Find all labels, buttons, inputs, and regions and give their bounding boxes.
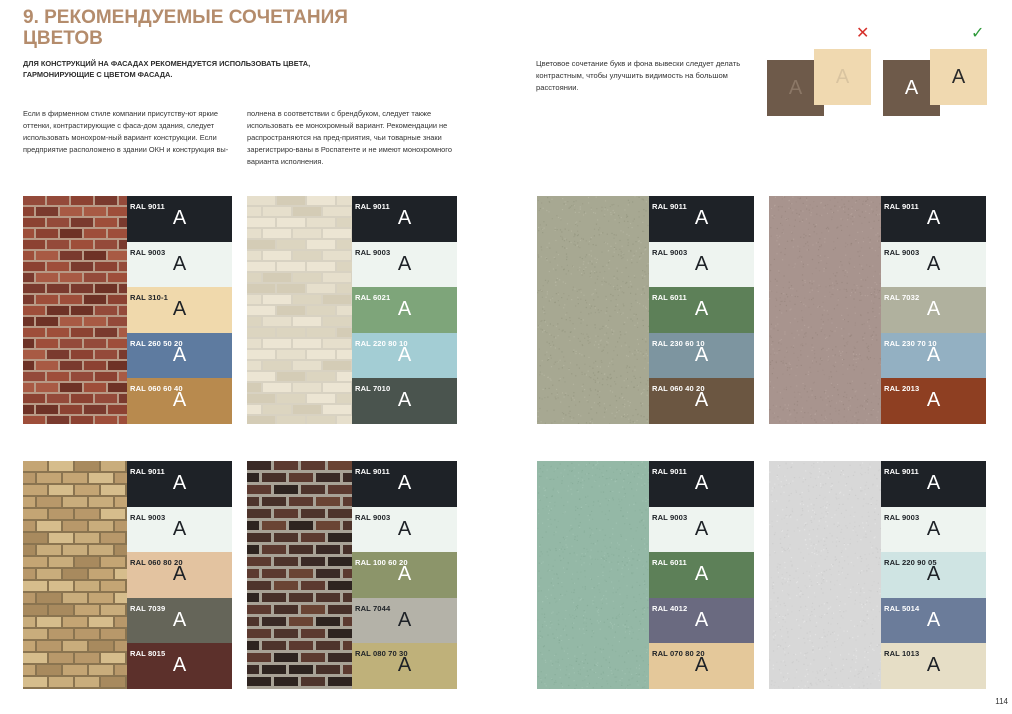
sample-letter: A: [694, 563, 709, 586]
sample-letter: A: [397, 654, 412, 677]
ral-code-label: RAL 2013: [884, 384, 920, 394]
color-swatch: [881, 552, 986, 598]
sample-letter: A: [694, 252, 709, 275]
color-swatch: [881, 287, 986, 333]
sample-letter: A: [172, 563, 187, 586]
sample-letter: A: [172, 252, 187, 275]
ral-code-label: RAL 9011: [884, 467, 919, 476]
texture-pattern: [537, 461, 649, 689]
texture-pattern: [247, 196, 352, 424]
color-swatch: [352, 507, 457, 553]
color-swatch: [352, 552, 457, 598]
ral-code-label: RAL 9003: [884, 512, 920, 522]
color-swatch: [649, 598, 754, 644]
color-panel-yellow-brick: [23, 461, 232, 689]
color-swatch: [881, 461, 986, 507]
sample-letter: A: [926, 252, 941, 275]
sample-letter: A: [926, 563, 941, 586]
color-panel-mauve-plaster: [769, 196, 986, 424]
swatch-column: [127, 196, 232, 424]
page-title: 9. РЕКОМЕНДУЕМЫЕ СОЧЕТАНИЯ ЦВЕТОВ: [23, 7, 348, 49]
ral-code-label: RAL 9003: [355, 512, 391, 522]
texture-pattern: [23, 196, 127, 424]
color-swatch: [881, 196, 986, 242]
sample-letter: A: [926, 389, 941, 412]
color-swatch: [127, 461, 232, 507]
lead-paragraph: ДЛЯ КОНСТРУКЦИЙ НА ФАСАДАХ РЕКОМЕНДУЕТСЯ ИСПОЛЬЗОВАТЬ ЦВЕТА, ГАРМОНИРУЮЩИЕ С ЦВЕТОМ ФАСАДА.: [23, 59, 311, 79]
ral-code-label: RAL 220 80 10: [355, 338, 408, 348]
cross-mark-icon: ✕: [856, 25, 870, 42]
ral-code-label: RAL 7039: [130, 603, 166, 613]
color-swatch: [649, 333, 754, 379]
ral-code-label: RAL 1013: [884, 649, 920, 659]
demo-front-letter: A: [951, 65, 966, 88]
color-swatch: [881, 378, 986, 424]
sample-letter: A: [694, 343, 709, 366]
color-swatch: [881, 598, 986, 644]
color-swatch: [127, 552, 232, 598]
texture-pattern: [247, 461, 352, 689]
color-swatch: [352, 287, 457, 333]
color-swatch: [127, 378, 232, 424]
sample-letter: A: [397, 207, 412, 229]
color-swatch: [352, 461, 457, 507]
ral-code-label: RAL 9011: [884, 202, 919, 211]
ral-code-label: RAL 080 70 30: [355, 649, 408, 659]
demo-back-letter: A: [788, 76, 803, 99]
ral-code-label: RAL 7010: [355, 384, 391, 394]
color-swatch: [352, 242, 457, 288]
check-mark-icon: ✓: [971, 25, 985, 42]
demo-front-box: [930, 49, 987, 105]
color-swatch: [649, 461, 754, 507]
sample-letter: A: [397, 298, 412, 321]
demo-front-letter: A: [835, 65, 850, 88]
ral-code-label: RAL 9003: [884, 247, 920, 257]
color-swatch: [352, 196, 457, 242]
ral-code-label: RAL 4012: [652, 603, 688, 613]
facade-texture-dark-brick: [247, 461, 352, 689]
color-panel-red-brick: [23, 196, 232, 424]
ral-code-label: RAL 6011: [652, 293, 687, 303]
ral-code-label: RAL 070 80 20: [652, 649, 705, 659]
body-paragraph-right: полнена в соответствии с брендбуком, следует также использовать ее монохромный вариант. Рекомендации не распространяются на пред-приятия, чьи товарные знаки зарегистриро-ваны в Роспатенте и не имеют монохромного варианта исполнения.: [247, 109, 452, 166]
contrast-demo-good: [883, 24, 987, 116]
ral-code-label: RAL 9011: [652, 202, 687, 211]
ral-code-label: RAL 8015: [130, 649, 166, 659]
color-swatch: [127, 287, 232, 333]
swatch-column: [352, 461, 457, 689]
page-number: 114: [995, 697, 1008, 706]
color-swatch: [352, 333, 457, 379]
ral-code-label: RAL 6011: [652, 558, 687, 568]
swatch-column: [649, 461, 754, 689]
color-panel-olive-plaster: [537, 196, 754, 424]
ral-code-label: RAL 5014: [884, 603, 920, 613]
facade-texture-olive-plaster: [537, 196, 649, 424]
sample-letter: A: [694, 517, 709, 540]
sample-letter: A: [172, 298, 187, 321]
ral-code-label: RAL 310-1: [130, 293, 168, 303]
ral-code-label: RAL 6021: [355, 293, 391, 303]
sample-letter: A: [694, 389, 709, 412]
sample-letter: A: [172, 343, 187, 366]
ral-code-label: RAL 9003: [130, 512, 166, 522]
color-swatch: [649, 378, 754, 424]
sample-letter: A: [397, 472, 412, 494]
color-swatch: [127, 598, 232, 644]
facade-texture-red-brick: [23, 196, 127, 424]
color-swatch: [352, 598, 457, 644]
swatch-column: [881, 461, 986, 689]
sample-letter: A: [694, 207, 709, 229]
contrast-note: Цветовое сочетание букв и фона вывески следует делать контрастным, чтобы улучшить видимость на большом расстоянии.: [536, 59, 741, 92]
color-swatch: [127, 643, 232, 689]
contrast-demo-bad: [767, 24, 871, 116]
color-swatch: [881, 507, 986, 553]
color-swatch: [352, 378, 457, 424]
swatch-column: [352, 196, 457, 424]
ral-code-label: RAL 060 80 20: [130, 558, 183, 568]
color-swatch: [881, 242, 986, 288]
ral-code-label: RAL 060 60 40: [130, 384, 183, 394]
sample-letter: A: [172, 389, 187, 412]
swatch-column: [127, 461, 232, 689]
ral-code-label: RAL 060 40 20: [652, 384, 705, 394]
ral-code-label: RAL 9011: [130, 467, 165, 476]
sample-letter: A: [926, 298, 941, 321]
sample-letter: A: [397, 517, 412, 540]
sample-letter: A: [172, 608, 187, 631]
color-panel-light-brick: [247, 196, 457, 424]
sample-letter: A: [397, 252, 412, 275]
sample-letter: A: [694, 608, 709, 631]
ral-code-label: RAL 100 60 20: [355, 558, 408, 568]
color-swatch: [649, 242, 754, 288]
sample-letter: A: [397, 389, 412, 412]
sample-letter: A: [397, 563, 412, 586]
ral-code-label: RAL 9011: [652, 467, 687, 476]
color-panel-dark-brick: [247, 461, 457, 689]
color-swatch: [881, 643, 986, 689]
facade-texture-mauve-plaster: [769, 196, 881, 424]
body-paragraph-left: Если в фирменном стиле компании присутству-ют яркие оттенки, контрастирующие с фаса-дом здания, следует использовать монохром-ный вариант конструкции. Если предприятие расположено в здании ОКН и конструкция вы-: [23, 109, 229, 154]
swatch-column: [881, 196, 986, 424]
color-swatch: [127, 242, 232, 288]
sample-letter: A: [172, 207, 187, 229]
sample-letter: A: [694, 472, 709, 494]
sample-letter: A: [397, 343, 412, 366]
color-swatch: [127, 333, 232, 379]
facade-texture-yellow-brick: [23, 461, 127, 689]
demo-front-box: [814, 49, 871, 105]
color-swatch: [649, 287, 754, 333]
ral-code-label: RAL 9011: [355, 467, 390, 476]
texture-pattern: [537, 196, 649, 424]
facade-texture-white-plaster: [769, 461, 881, 689]
swatch-column: [649, 196, 754, 424]
color-swatch: [649, 643, 754, 689]
ral-code-label: RAL 9003: [130, 247, 166, 257]
sample-letter: A: [694, 654, 709, 677]
ral-code-label: RAL 7032: [884, 293, 920, 303]
ral-code-label: RAL 220 90 05: [884, 558, 937, 568]
sample-letter: A: [926, 472, 941, 494]
color-swatch: [127, 507, 232, 553]
color-swatch: [352, 643, 457, 689]
facade-texture-light-brick: [247, 196, 352, 424]
color-panel-white-plaster: [769, 461, 986, 689]
color-swatch: [881, 333, 986, 379]
facade-texture-mint-plaster: [537, 461, 649, 689]
sample-letter: A: [397, 608, 412, 631]
ral-code-label: RAL 9003: [355, 247, 391, 257]
texture-pattern: [769, 196, 881, 424]
ral-code-label: RAL 9011: [355, 202, 390, 211]
demo-back-letter: A: [904, 76, 919, 99]
ral-code-label: RAL 9003: [652, 247, 688, 257]
ral-code-label: RAL 9011: [130, 202, 165, 211]
sample-letter: A: [926, 207, 941, 229]
texture-pattern: [23, 461, 127, 689]
sample-letter: A: [926, 608, 941, 631]
sample-letter: A: [172, 654, 187, 677]
color-swatch: [127, 196, 232, 242]
ral-code-label: RAL 260 50 20: [130, 338, 183, 348]
sample-letter: A: [172, 472, 187, 494]
ral-code-label: RAL 7044: [355, 603, 391, 613]
ral-code-label: RAL 230 70 10: [884, 338, 937, 348]
sample-letter: A: [172, 517, 187, 540]
color-swatch: [649, 552, 754, 598]
ral-code-label: RAL 230 60 10: [652, 338, 705, 348]
sample-letter: A: [926, 654, 941, 677]
color-panel-mint-plaster: [537, 461, 754, 689]
texture-pattern: [769, 461, 881, 689]
sample-letter: A: [926, 517, 941, 540]
ral-code-label: RAL 9003: [652, 512, 688, 522]
sample-letter: A: [694, 298, 709, 321]
sample-letter: A: [926, 343, 941, 366]
color-swatch: [649, 507, 754, 553]
color-swatch: [649, 196, 754, 242]
